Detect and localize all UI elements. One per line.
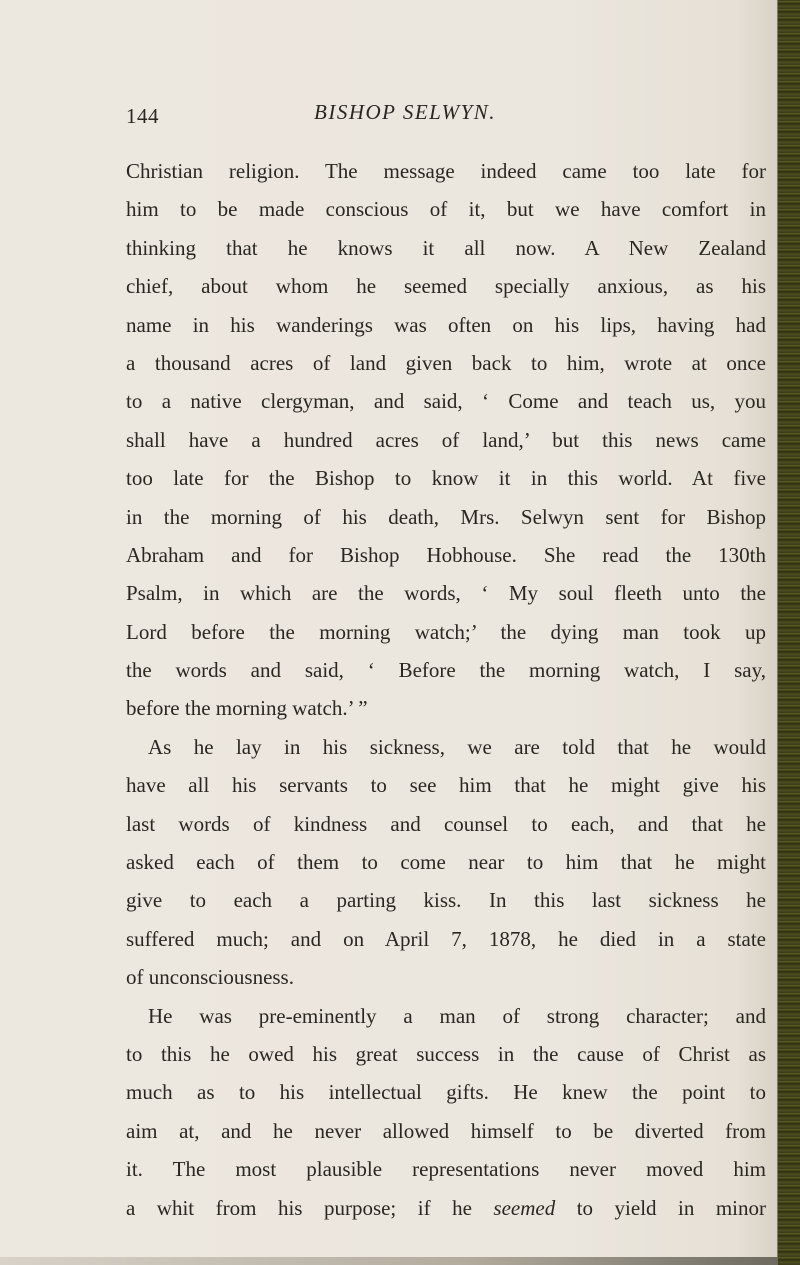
text-line: As he lay in his sickness, we are told that he would [148,734,766,759]
bottom-shadow [0,1257,778,1265]
text-line: last words of kindness and counsel to each, and that he [126,811,766,836]
text-line: Abraham and for Bishop Hobhouse. She read the 130th [126,542,766,567]
text-segment: a whit from his purpose; if he [126,1195,472,1220]
text-line: him to be made conscious of it, but we have comfort in [126,197,766,222]
text-line: name in his wanderings was often on his lips, having had [126,312,766,337]
text-line: He was pre-eminently a man of strong character; and [148,1003,766,1028]
text-line: too late for the Bishop to know it in this world. At five [126,466,766,491]
body-text [126,152,766,1227]
text-line: before the morning watch.’ ” [126,696,368,721]
text-line: asked each of them to come near to him that he might [126,850,766,875]
text-line: the words and said, ‘ Before the morning watch, I say, [126,658,766,683]
text-line: Christian religion. The message indeed came too late for [126,159,766,183]
text-line: to this he owed his great success in the cause of Christ as [126,1041,766,1066]
text-line: give to each a parting kiss. In this last sickness he [126,888,766,913]
text-segment: to yield in minor [576,1195,767,1220]
text-line: it. The most plausible representations never moved him [126,1157,766,1182]
page-edge [777,0,800,1265]
text-line: in the morning of his death, Mrs. Selwyn sent for Bishop [126,504,766,529]
text-line: thinking that he knows it all now. A New Zealand [126,235,766,260]
italic-word: seemed [493,1195,556,1220]
text-line: a thousand acres of land given back to him, wrote at once [126,350,766,375]
text-line: aim at, and he never allowed himself to be diverted from [126,1118,766,1143]
text-line: to a native clergyman, and said, ‘ Come and teach us, you [126,389,766,414]
text-line: Psalm, in which are the words, ‘ My soul fleeth unto the [126,581,766,606]
page-header [126,100,766,130]
text-line: of unconsciousness. [126,965,294,990]
text-line: Lord before the morning watch;’ the dying man took up [126,619,766,644]
text-line: shall have a hundred acres of land,’ but this news came [126,427,766,452]
text-line [126,1189,766,1227]
page-number: 144 [126,104,159,128]
text-line: much as to his intellectual gifts. He knew the point to [126,1080,766,1105]
running-title: BISHOP SELWYN. [314,100,497,124]
text-line: suffered much; and on April 7, 1878, he died in a state [126,926,766,951]
text-line: have all his servants to see him that he might give his [126,773,766,798]
text-line: chief, about whom he seemed specially anxious, as his [126,274,766,299]
